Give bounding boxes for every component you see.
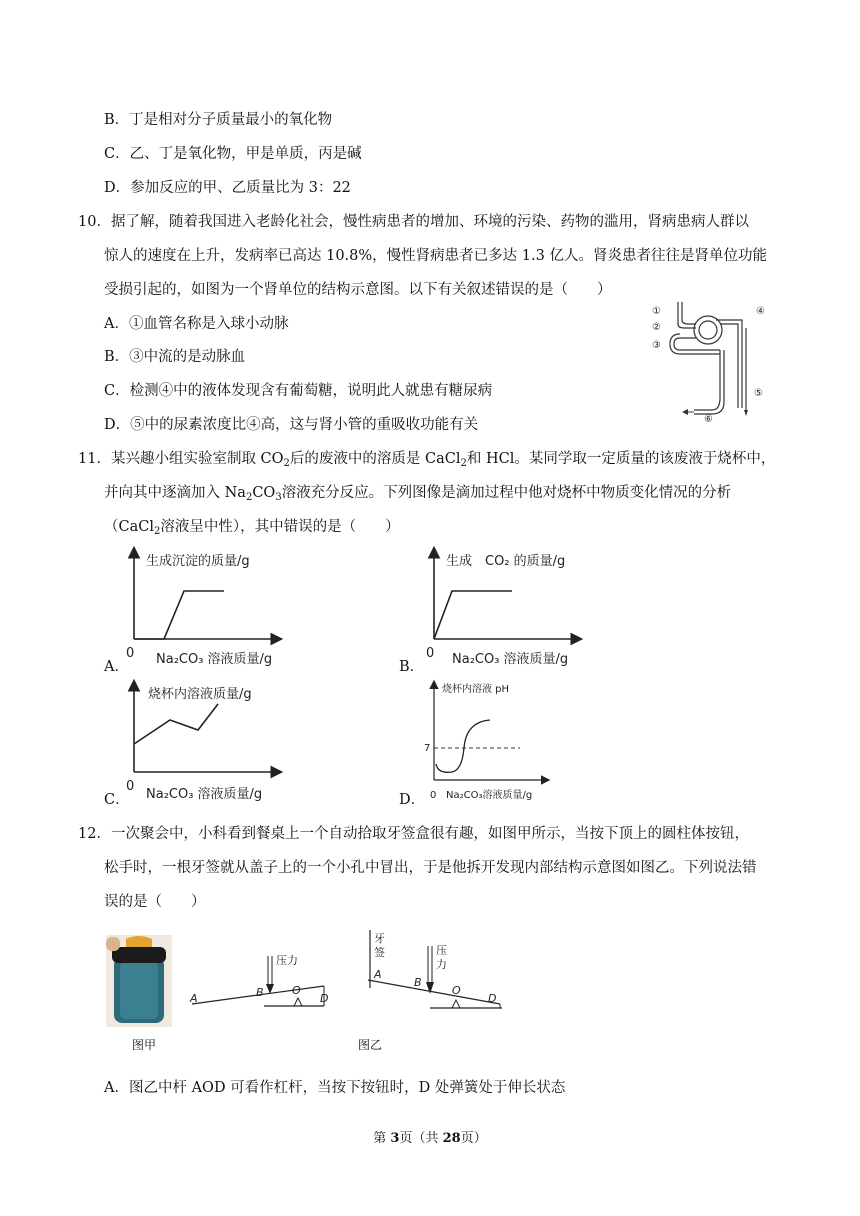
- fig-label-4: ④: [756, 306, 765, 317]
- point-b-2: B: [414, 976, 422, 989]
- graph-b-origin: 0: [426, 646, 435, 661]
- q10-stem-line3: 受损引起的，如图为一个肾单位的结构示意图。以下有关叙述错误的是（ ）: [104, 282, 612, 298]
- graph-d: [420, 678, 590, 803]
- graph-c-origin: 0: [126, 779, 135, 794]
- q11-stem-line2: 并向其中逐滴加入 $Na_2CO_3$溶液充分反应。下列图像是滴加过程中他对烧杯中物质变化情况的分析: [104, 485, 732, 503]
- q10-option-a: A．①血管名称是入球小动脉: [104, 316, 289, 332]
- fig-label-3: ③: [652, 340, 661, 351]
- q10-option-c: C．检测④中的液体发现含有葡萄糖，说明此人就患有糖尿病: [104, 383, 493, 399]
- q10-option-d: D．⑤中的尿素浓度比④高，这与肾小管的重吸收功能有关: [104, 417, 479, 433]
- graph-b-ylabel: 生成 CO₂ 的质量/g: [446, 554, 566, 569]
- point-b-1: B: [256, 986, 264, 999]
- q11-stem-line3: （CaCl$_2$溶液呈中性），其中错误的是（ ）: [104, 519, 400, 537]
- graph-d-xlabel: Na₂CO₃溶液质量/g: [446, 790, 533, 801]
- graph-d-ref-7: 7: [424, 743, 431, 754]
- q12-option-a: A．图乙中杆 AOD 可看作杠杆，当按下按钮时，D 处弹簧处于伸长状态: [104, 1080, 566, 1096]
- q9-option-d: D．参加反应的甲、乙质量比为 3：22: [104, 180, 351, 196]
- point-a-2: A: [374, 968, 382, 981]
- q10-option-b: B．③中流的是动脉血: [104, 349, 246, 365]
- graph-a-label: A．: [104, 659, 129, 675]
- point-d-1: D: [320, 992, 329, 1005]
- q12-stem-line2: 松手时，一根牙签就从盖子上的一个小孔中冒出，于是他拆开发现内部结构示意图如图乙。下列说法错: [104, 860, 757, 876]
- graph-c-xlabel: Na₂CO₃ 溶液质量/g: [146, 787, 263, 802]
- graph-a-ylabel: 生成沉淀的质量/g: [146, 554, 250, 569]
- graph-d-ylabel: 烧杯内溶液 pH: [442, 684, 510, 695]
- q12-stem-line1: 12．一次聚会中，小科看到餐桌上一个自动拾取牙签盒很有趣，如图甲所示，当按下顶上的圆柱体按钮，: [78, 826, 749, 842]
- nephron-diagram: [650, 298, 770, 426]
- point-o-2: O: [452, 984, 461, 997]
- point-o-1: O: [292, 984, 301, 997]
- point-a-1: A: [190, 992, 198, 1005]
- toothpick-box-photo: [106, 935, 172, 1027]
- graph-a-origin: 0: [126, 646, 135, 661]
- graph-d-origin: 0: [430, 790, 437, 801]
- graph-c-label: C．: [104, 792, 130, 808]
- lever-diagram-2: [362, 928, 512, 1020]
- pressure-label-1: 压力: [276, 954, 298, 967]
- page-footer: 第 3页（共 28页）: [373, 1131, 487, 1146]
- pressure-label-2b: 力: [436, 958, 447, 971]
- q9-option-c: C．乙、丁是氧化物，甲是单质，丙是碱: [104, 146, 362, 162]
- toothpick-label-1: 牙: [374, 932, 385, 945]
- figure-jia-caption: 图甲: [132, 1038, 157, 1052]
- fig-label-5: ⑤: [754, 388, 763, 399]
- graph-c-ylabel: 烧杯内溶液质量/g: [148, 687, 252, 702]
- graph-b: [420, 545, 590, 670]
- q11-stem-line1: 11．某兴趣小组实验室制取 $CO_2$后的废液中的溶质是 CaCl$_2$和 HCl。某同学取一定质量的该废液于烧杯中，: [78, 451, 776, 469]
- q12-stem-line3: 误的是（ ）: [104, 894, 206, 910]
- fig-label-6: ⑥: [704, 414, 713, 425]
- figure-yi-caption: 图乙: [358, 1038, 383, 1052]
- graph-c: [120, 678, 290, 803]
- graph-a: [120, 545, 290, 670]
- pressure-label-2a: 压: [436, 944, 447, 957]
- q10-stem-line1: 10．据了解，随着我国进入老龄化社会，慢性病患者的增加、环境的污染、药物的滥用，肾病患病人群以: [78, 214, 749, 230]
- graph-b-xlabel: Na₂CO₃ 溶液质量/g: [452, 652, 569, 667]
- graph-b-label: B．: [399, 659, 425, 675]
- graph-a-xlabel: Na₂CO₃ 溶液质量/g: [156, 652, 273, 667]
- lever-diagram-1: [186, 950, 336, 1020]
- q9-option-b: B．丁是相对分子质量最小的氧化物: [104, 112, 333, 128]
- fig-label-1: ①: [652, 306, 661, 317]
- graph-d-label: D．: [399, 792, 426, 808]
- q10-stem-line2: 惊人的速度在上升，发病率已高达 10.8%，慢性肾病患者已多达 1.3 亿人。肾炎患者往往是肾单位功能: [104, 248, 767, 264]
- toothpick-label-2: 签: [374, 946, 385, 959]
- point-d-2: D: [488, 992, 497, 1005]
- fig-label-2: ②: [652, 322, 661, 333]
